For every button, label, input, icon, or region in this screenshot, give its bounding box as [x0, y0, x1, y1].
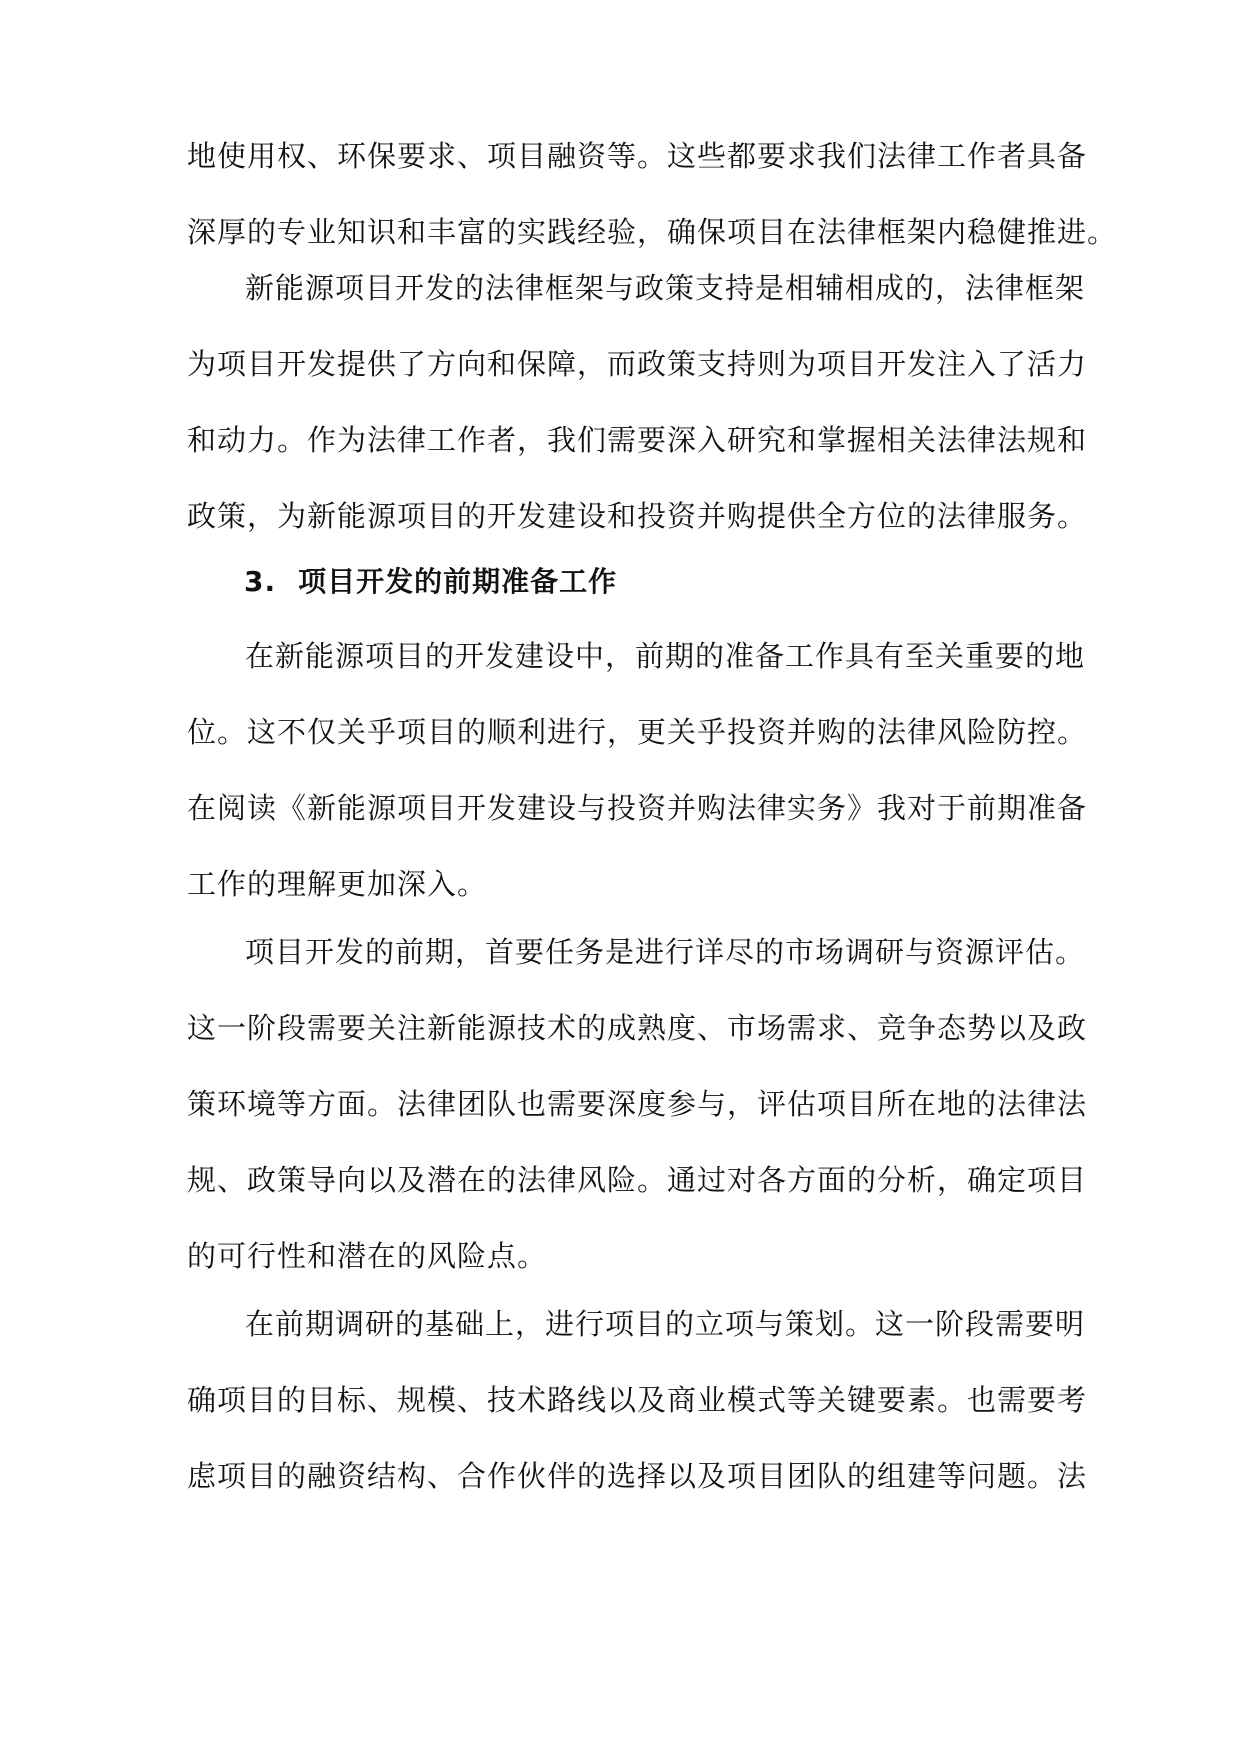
paragraph-line: 为项目开发提供了方向和保障，而政策支持则为项目开发注入了活力: [187, 347, 1088, 381]
paragraph-line: 这一阶段需要关注新能源技术的成熟度、市场需求、竞争态势以及政: [187, 1011, 1088, 1045]
paragraph-line: 的可行性和潜在的风险点。: [187, 1239, 548, 1273]
section-title: 项目开发的前期准备工作: [298, 565, 618, 598]
paragraph-line: 在前期调研的基础上，进行项目的立项与策划。这一阶段需要明: [245, 1307, 1086, 1341]
section-heading: [244, 562, 617, 602]
paragraph-line: 工作的理解更加深入。: [187, 867, 488, 901]
paragraph-line: 新能源项目开发的法律框架与政策支持是相辅相成的，法律框架: [245, 271, 1086, 305]
paragraph-3: [187, 636, 1088, 940]
paragraph-line: 规、政策导向以及潜在的法律风险。通过对各方面的分析，确定项目: [187, 1163, 1088, 1197]
paragraph-line: 在新能源项目的开发建设中，前期的准备工作具有至关重要的地: [245, 639, 1086, 673]
paragraph-4: [187, 932, 1088, 1312]
paragraph-line: 项目开发的前期，首要任务是进行详尽的市场调研与资源评估。: [245, 935, 1086, 969]
paragraph-line: 和动力。作为法律工作者，我们需要深入研究和掌握相关法律法规和: [187, 423, 1088, 457]
paragraph-line: 虑项目的融资结构、合作伙伴的选择以及项目团队的组建等问题。法: [187, 1459, 1088, 1493]
paragraph-line: 地使用权、环保要求、项目融资等。这些都要求我们法律工作者具备: [187, 139, 1088, 173]
paragraph-line: 在阅读《新能源项目开发建设与投资并购法律实务》我对于前期准备: [187, 791, 1088, 825]
paragraph-line: 策环境等方面。法律团队也需要深度参与，评估项目所在地的法律法: [187, 1087, 1088, 1121]
paragraph-line: 确项目的目标、规模、技术路线以及商业模式等关键要素。也需要考: [187, 1383, 1088, 1417]
paragraph-line: 政策，为新能源项目的开发建设和投资并购提供全方位的法律服务。: [187, 499, 1088, 533]
paragraph-line: 深厚的专业知识和丰富的实践经验，确保项目在法律框架内稳健推进。: [187, 215, 1118, 249]
paragraph-5: [187, 1304, 1088, 1532]
paragraph-line: 位。这不仅关乎项目的顺利进行，更关乎投资并购的法律风险防控。: [187, 715, 1088, 749]
paragraph-2: [187, 268, 1088, 572]
section-number: 3.: [244, 565, 277, 598]
